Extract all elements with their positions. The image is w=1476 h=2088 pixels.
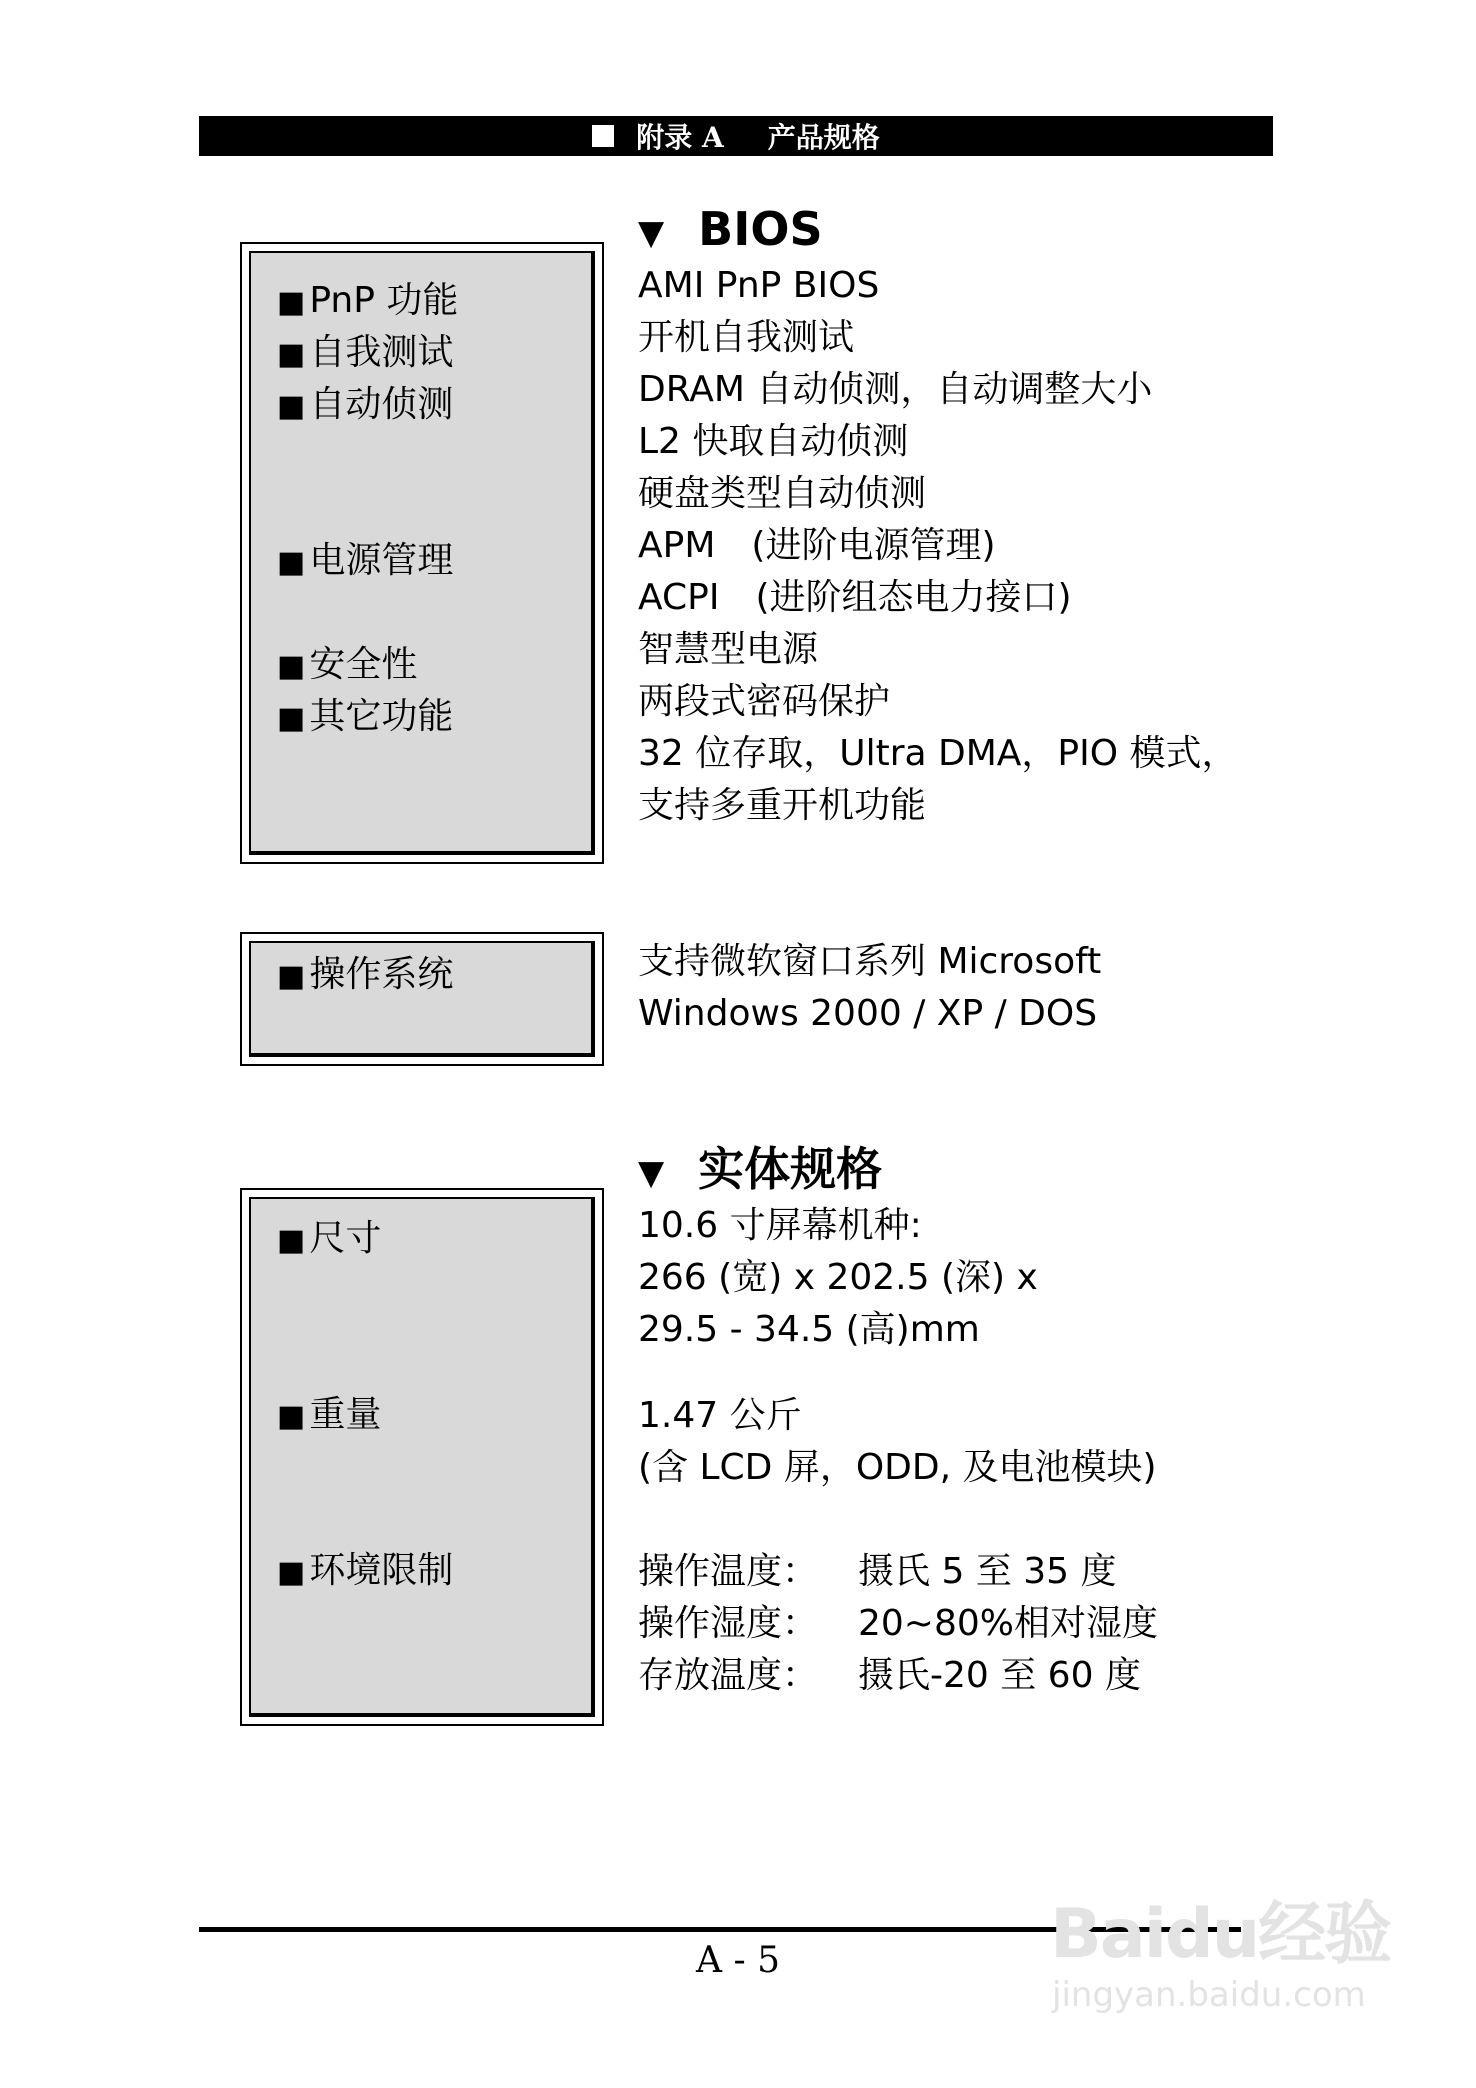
label-os: ■ 操作系统	[277, 954, 454, 995]
physical-heading: ▼ 实体规格	[638, 1142, 883, 1196]
bios-line: 32 位存取，Ultra DMA，PIO 模式，	[638, 733, 1238, 774]
bios-line: 两段式密码保护	[638, 681, 891, 722]
label-pnp: ■ PnP 功能	[277, 280, 459, 321]
label-security: ■ 安全性	[277, 644, 418, 685]
os-label-panel	[249, 941, 595, 1057]
header-title: 产品规格	[767, 121, 880, 154]
bios-line: 开机自我测试	[638, 317, 855, 358]
watermark-logo: Baidu经验	[1050, 1895, 1391, 1974]
size-line: 29.5 - 34.5 (高)mm	[638, 1309, 980, 1350]
bios-line: DRAM 自动侦测，自动调整大小	[638, 369, 1153, 410]
bios-line: 支持多重开机功能	[638, 785, 927, 826]
page-number: A - 5	[696, 1940, 780, 1981]
bios-line: 硬盘类型自动侦测	[638, 473, 927, 514]
header-appendix: 附录 A	[636, 121, 724, 154]
label-auto-detect: ■ 自动侦测	[277, 384, 454, 425]
triangle-down-icon: ▼	[638, 1152, 665, 1193]
bios-line: AMI PnP BIOS	[638, 265, 880, 306]
env-row-name: 操作温度：	[638, 1551, 819, 1592]
os-line: 支持微软窗口系列 Microsoft	[638, 941, 1102, 982]
env-row-value: 20~80%相对湿度	[858, 1603, 1158, 1644]
size-line: 266 (宽) x 202.5 (深) x	[638, 1257, 1038, 1298]
watermark-url: jingyan.baidu.com	[1052, 1975, 1366, 2015]
square-bullet-icon	[592, 125, 614, 147]
bios-label-frame	[240, 242, 604, 864]
env-row-name: 操作湿度：	[638, 1603, 819, 1644]
size-line: 10.6 寸屏幕机种:	[638, 1205, 922, 1246]
label-weight: ■ 重量	[277, 1394, 382, 1435]
bios-line: ACPI (进阶组态电力接口)	[638, 577, 1072, 618]
label-power-management: ■ 电源管理	[277, 540, 454, 581]
os-label-frame	[240, 932, 604, 1066]
env-row-value: 摄氏-20 至 60 度	[858, 1655, 1141, 1696]
label-self-test: ■ 自我测试	[277, 332, 454, 373]
bios-line: L2 快取自动侦测	[638, 421, 909, 462]
triangle-down-icon: ▼	[638, 212, 665, 253]
physical-label-panel	[249, 1197, 595, 1717]
env-row-name: 存放温度：	[638, 1655, 819, 1696]
header-bar	[199, 116, 1273, 156]
bios-line: APM (进阶电源管理)	[638, 525, 996, 566]
os-line: Windows 2000 / XP / DOS	[638, 993, 1098, 1034]
env-row-value: 摄氏 5 至 35 度	[858, 1551, 1117, 1592]
bios-line: 智慧型电源	[638, 629, 819, 670]
label-other-features: ■ 其它功能	[277, 696, 454, 737]
label-environment: ■ 环境限制	[277, 1550, 454, 1591]
physical-label-frame	[240, 1188, 604, 1726]
weight-line: (含 LCD 屏，ODD, 及电池模块)	[638, 1447, 1157, 1488]
weight-line: 1.47 公斤	[638, 1395, 802, 1436]
bios-label-panel	[249, 251, 595, 855]
label-size: ■ 尺寸	[277, 1218, 382, 1259]
bios-heading: ▼ BIOS	[638, 202, 823, 256]
